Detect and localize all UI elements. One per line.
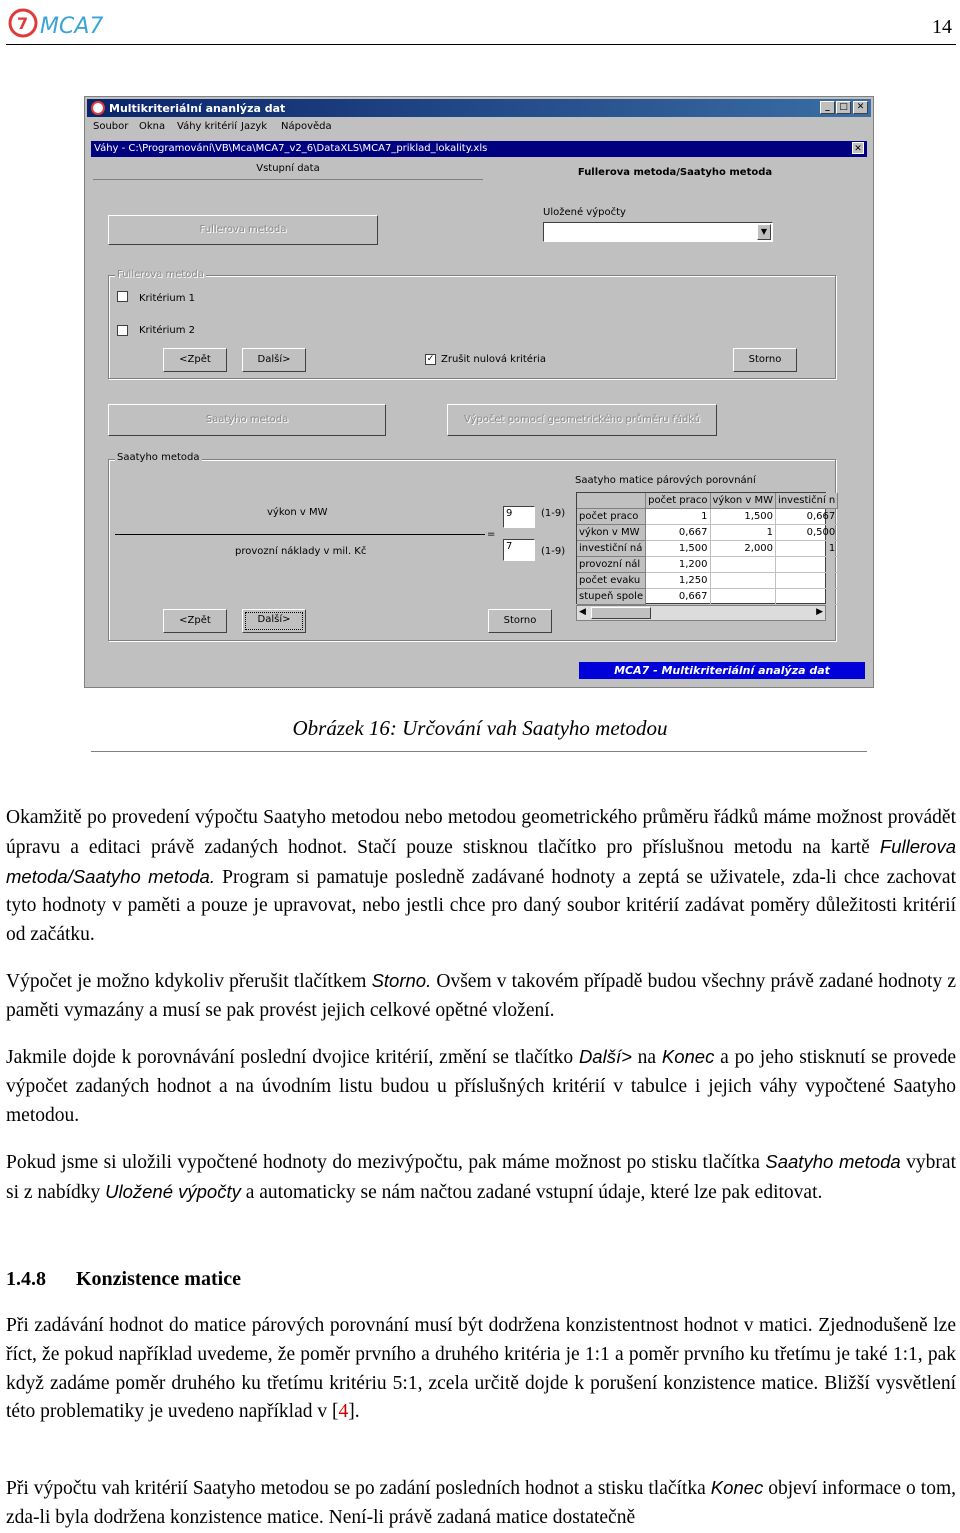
p2-text-b: Ovšem v takovém případě budou všechny právě zadané hodnoty z paměti vymazány a musí se pak provést jejich celkové opětné vložení.: [6, 971, 956, 1021]
zero-criteria-label: Zrušit nulová kritéria: [441, 354, 546, 365]
geometric-mean-button[interactable]: Výpočet pomocí geometrického průměru řádků: [447, 404, 717, 436]
matrix-cell[interactable]: [776, 589, 838, 605]
menu-okna[interactable]: Okna: [139, 121, 166, 132]
numerator-label: výkon v MW: [267, 507, 328, 518]
paragraph-1: [6, 804, 956, 950]
paragraph-5: [6, 1312, 956, 1427]
criterion2-label: Kritérium 2: [139, 325, 196, 336]
menu-napoveda[interactable]: Nápověda: [281, 121, 332, 132]
p4-text-a: Pokud jsme si uložili vypočtené hodnoty do mezivýpočtu, pak máme možnost po stisku tlačítka: [6, 1152, 766, 1173]
p3-emphasis-2: Konec: [661, 1046, 715, 1067]
matrix-col-header: počet praco: [646, 493, 710, 509]
matrix-cell[interactable]: [776, 573, 838, 589]
fullerova-metoda-button[interactable]: Fullerova metoda: [108, 215, 378, 245]
tab-fullerova-saatyho[interactable]: Fullerova metoda/Saatyho metoda: [577, 167, 773, 178]
criterion2-checkbox[interactable]: [117, 325, 128, 336]
p1-emphasis: Fullerova metoda/Saatyho metoda.: [6, 835, 956, 887]
matrix-col-header: výkon v MW: [710, 493, 776, 509]
window-title: Multikriteriální ananlýza dat: [109, 102, 286, 115]
figure-caption: Obrázek 16: Určování vah Saatyho metodou: [292, 716, 668, 740]
matrix-cell[interactable]: 1: [710, 525, 776, 541]
mca7-logo: [6, 6, 116, 40]
saved-calculations-select[interactable]: [543, 222, 773, 242]
matrix-corner: [577, 493, 646, 509]
table-row: [577, 541, 838, 557]
citation-link[interactable]: 4: [338, 1401, 349, 1423]
minimize-icon[interactable]: _: [820, 101, 835, 114]
p3-text-a: Jakmile dojde k porovnávání poslední dvojice kritérií, změní se tlačítko: [6, 1047, 579, 1068]
section-heading: [6, 1268, 241, 1291]
saaty-matrix-grid[interactable]: [576, 492, 836, 604]
matrix-cell[interactable]: [710, 573, 776, 589]
p2-emphasis: Storno.: [371, 970, 432, 991]
saved-calculations-label: Uložené výpočty: [543, 207, 626, 218]
matrix-row-header: počet evaku: [577, 573, 646, 589]
matrix-cell[interactable]: 0,667: [646, 589, 710, 605]
matrix-cell[interactable]: 0,667: [776, 509, 838, 525]
maximize-icon[interactable]: □: [836, 101, 851, 114]
p3-emphasis-1: Další>: [578, 1046, 632, 1067]
matrix-cell[interactable]: [710, 557, 776, 573]
logo-text: MCA7: [40, 14, 104, 39]
zero-criteria-checkbox[interactable]: ✓: [426, 354, 435, 364]
matrix-row-header: investiční ná: [577, 541, 646, 557]
numerator-range-hint: (1-9): [541, 508, 566, 519]
paragraph-2: [6, 967, 956, 1026]
logo-graphic: [6, 6, 116, 40]
svg-text:7: 7: [17, 14, 29, 33]
matrix-title: Saatyho matice párových porovnání: [575, 475, 756, 486]
app-window-screenshot: [84, 96, 874, 688]
p4-emphasis-2: Uložené výpočty: [105, 1180, 241, 1202]
p1-text-b: Program si pamatuje posledně zadávané hodnoty a zeptá se uživatele, zda-li chce zachovat tyto hodnoty v paměti a pouze je upravovat, nebo jestli chce pro daný soubor kritérií zadávat poměry důležitosti kritérií od začátku.: [6, 866, 957, 946]
matrix-horizontal-scrollbar[interactable]: [576, 605, 826, 621]
denominator-range-hint: (1-9): [541, 546, 566, 557]
scroll-left-icon[interactable]: ◀: [579, 607, 586, 617]
paragraph-3: [6, 1043, 956, 1130]
equals-sign: =: [487, 529, 496, 540]
p5-text-b: ].: [348, 1401, 360, 1423]
matrix-cell[interactable]: [710, 589, 776, 605]
child-close-icon[interactable]: ✕: [852, 142, 864, 154]
matrix-cell[interactable]: 1,200: [646, 557, 710, 573]
matrix-cell[interactable]: [776, 557, 838, 573]
criterion1-label: Kritérium 1: [139, 293, 196, 304]
scroll-thumb[interactable]: [591, 607, 651, 619]
tab-vstupni-data[interactable]: Vstupní data: [93, 159, 483, 180]
status-banner: MCA7 - Multikriteriální analýza dat: [579, 662, 865, 679]
matrix-cell[interactable]: 0,500: [776, 525, 838, 541]
page-number: 14: [932, 16, 952, 38]
matrix-header-row: [577, 493, 838, 509]
matrix-cell[interactable]: 2,000: [710, 541, 776, 557]
table-row: [577, 589, 838, 605]
fuller-next-button[interactable]: Další>: [242, 348, 306, 372]
scroll-right-icon[interactable]: ▶: [816, 607, 823, 617]
p4-emphasis-1: Saatyho metoda: [765, 1151, 901, 1172]
table-row: [577, 557, 838, 573]
criterion1-checkbox[interactable]: [117, 291, 128, 302]
denominator-input[interactable]: 7: [503, 539, 535, 561]
p3-text-c: a po jeho stisknutí se provede výpočet zadaných hodnot a na úvodním listu budou u příslušných kritérií v tabulce i jejich váhy vypočtené Saatyho metodou.: [6, 1047, 957, 1126]
section-number: 1.4.8: [6, 1268, 46, 1290]
p3-text-b: na: [631, 1047, 662, 1068]
status-bar: [91, 751, 867, 782]
matrix-row-header: počet praco: [577, 509, 646, 525]
close-icon[interactable]: ✕: [853, 101, 868, 114]
saatyho-metoda-button[interactable]: Saatyho metoda: [108, 404, 386, 436]
chevron-down-icon[interactable]: ▼: [757, 224, 771, 240]
table-row: [577, 573, 838, 589]
fuller-back-button[interactable]: <Zpět: [163, 348, 227, 372]
menu-bar: [87, 118, 871, 136]
child-window-path: Váhy - C:\Programování\VB\Mca\MCA7_v2_6\DataXLS\MCA7_priklad_lokality.xls: [94, 143, 488, 154]
p5-text-a: Při zadávání hodnot do matice párových porovnání musí být dodržena konzistentnost hodnot v matici. Zjednodušeně lze říct, že pokud například uvedeme, že poměr prvního a druhého kritéria je 1:1 a poměr prvního ku třetímu je také 1:1, pak když zadáme poměr druhého ku třetímu kritériu 5:1, zcela určitě dojde k porušení konzistence matice. Bližší vysvětlení této problematiky je uvedeno například v [: [6, 1315, 956, 1423]
matrix-row-header: provozní nál: [577, 557, 646, 573]
p2-text-a: Výpočet je možno kdykoliv přerušit tlačítkem: [6, 971, 372, 992]
menu-jazyk[interactable]: Jazyk: [241, 121, 268, 132]
matrix-row-header: výkon v MW: [577, 525, 646, 541]
matrix-cell[interactable]: 1,250: [646, 573, 710, 589]
saaty-group-label: Saatyho metoda: [117, 452, 200, 463]
fraction-line: [115, 534, 485, 535]
saaty-matrix-table: [577, 493, 838, 605]
p6-emphasis: Konec: [710, 1477, 764, 1498]
fuller-cancel-button[interactable]: Storno: [733, 348, 797, 372]
p1-text-a: Okamžitě po provedení výpočtu Saatyho metodou nebo metodou geometrického průměru řádků máme možnost provádět úpravu a editaci právě zadaných hodnot. Stačí pouze stisknou tlačítko pro příslušnou metodu na kartě: [6, 807, 956, 858]
table-row: [577, 509, 838, 525]
fullerova-group-label: Fullerova metoda: [117, 269, 204, 280]
matrix-cell[interactable]: 1: [646, 509, 710, 525]
saaty-back-button[interactable]: <Zpět: [163, 609, 227, 633]
p6-text-a: Při výpočtu vah kritérií Saatyho metodou se po zadání posledních hodnot a stisku tlačítka: [6, 1478, 711, 1499]
matrix-row-header: stupeň spole: [577, 589, 646, 605]
saaty-next-button[interactable]: Další>: [242, 609, 306, 633]
child-window-titlebar: [91, 141, 867, 157]
matrix-cell[interactable]: 1,500: [646, 541, 710, 557]
table-row: [577, 525, 838, 541]
menu-soubor[interactable]: Soubor: [93, 121, 129, 132]
p4-text-c: a automaticky se nám načtou zadané vstupní údaje, které lze pak editovat.: [240, 1181, 823, 1203]
denominator-label: provozní náklady v mil. Kč: [235, 546, 367, 557]
section-title: Konzistence matice: [76, 1268, 241, 1290]
p6-text-b: objeví informace o tom, zda-li byla dodržena konzistence matice. Není-li právě zadaná matice dostatečně: [6, 1478, 956, 1528]
window-titlebar: [87, 99, 871, 117]
matrix-cell[interactable]: 1: [776, 541, 838, 557]
saaty-cancel-button[interactable]: Storno: [488, 609, 552, 633]
numerator-input[interactable]: 9: [503, 506, 535, 528]
paragraph-4: [6, 1148, 956, 1208]
paragraph-6: [6, 1474, 956, 1533]
header-rule: [6, 44, 956, 45]
matrix-col-header: investiční n: [776, 493, 838, 509]
p4-text-b: vybrat si z nabídky: [6, 1152, 956, 1203]
menu-vahy-kriterii[interactable]: Váhy kritérií: [177, 121, 238, 132]
matrix-cell[interactable]: 1,500: [710, 509, 776, 525]
matrix-cell[interactable]: 0,667: [646, 525, 710, 541]
app-icon: [91, 101, 105, 115]
